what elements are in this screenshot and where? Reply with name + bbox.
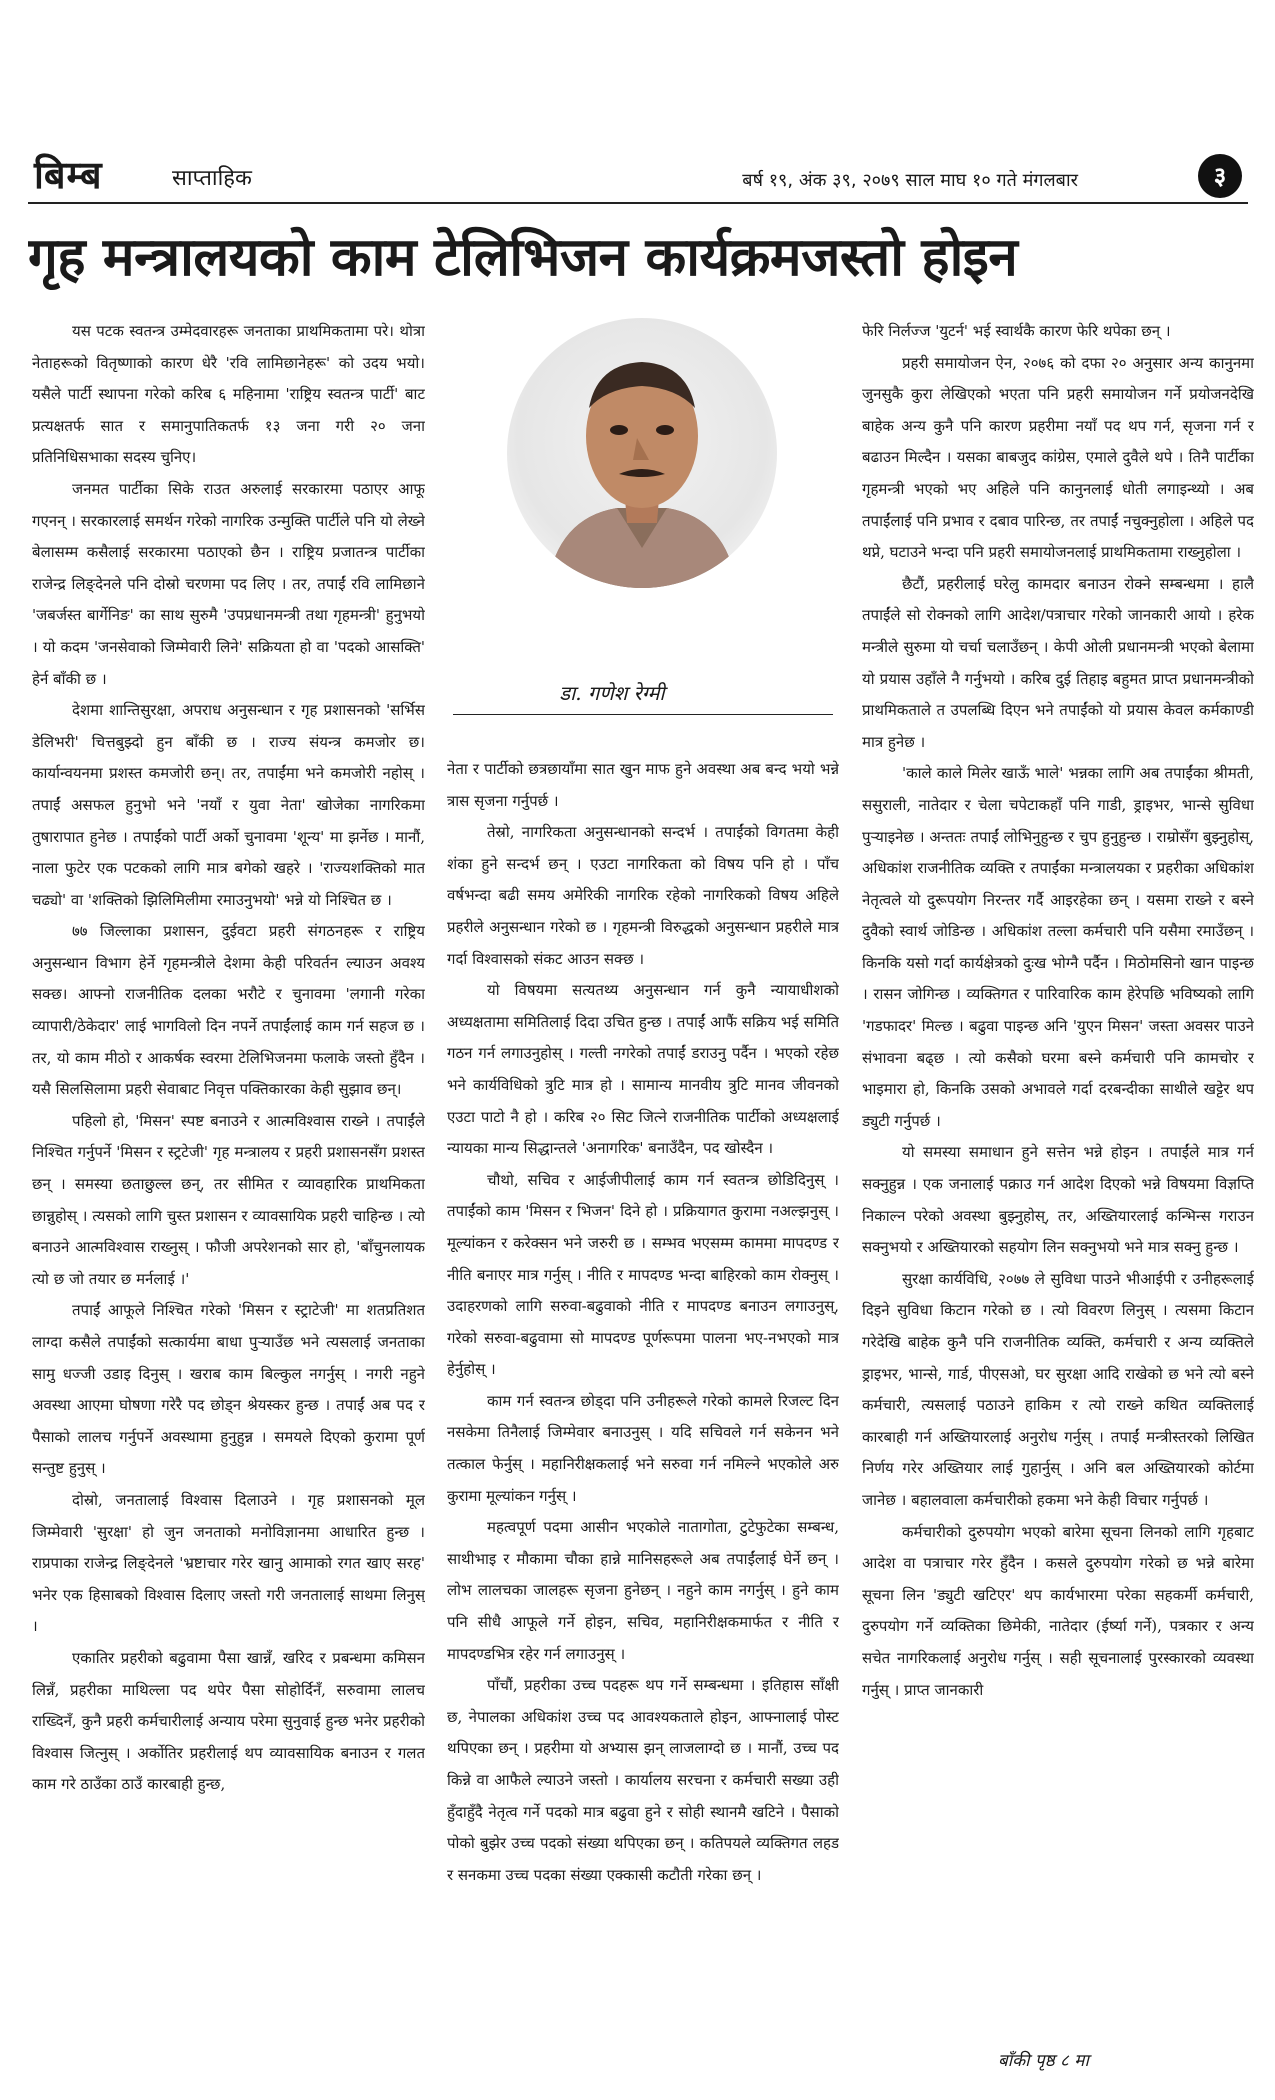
paragraph: एकातिर प्रहरीको बढुवामा पैसा खान्नँ, खरिद र प्रबन्धमा कमिसन लिन्नँ, प्रहरीका माथिल्ला पद थपेर पैसा सोहोर्दिनँ, सरुवामा लालच राख्दिनँ, कुनै प्रहरी कर्मचारीलाई अन्याय परेमा सुनुवाई हुन्छ भनेर प्रहरीको विश्वास जित्नुस् । अर्कोतिर प्रहरीलाई थप व्यावसायिक बनाउन र गलत काम गरे ठाउँका ठाउँ कारबाही हुन्छ, bbox=[32, 1648, 425, 1794]
paragraph: ७७ जिल्लाका प्रशासन, दुईवटा प्रहरी संगठनहरू र राष्ट्रिय अनुसन्धान विभाग हेर्ने गृहमन्त्रीले देशमा केही परिवर्तन ल्याउन अवश्य सक्छ। आफ्नो राजनीतिक दलका भरौटे र चुनावमा 'लगानी गरेका व्यापारी/ठेकेदार' लाई भागविलो दिन नपर्ने तपाईंलाई काम गर्न सहज छ । तर, यो काम मीठो र आकर्षक स्वरमा टेलिभिजनमा फलाके जस्तो हुँदैन । यसै सिलसिलामा प्रहरी सेवाबाट निवृत्त पक्तिकारका केही सुझाव छन्। bbox=[32, 922, 425, 1099]
paragraph: फेरि निर्लज्ज 'युटर्न' भई स्वार्थकै कारण फेरि थपेका छन् । bbox=[862, 322, 1171, 340]
paragraph: नेता र पार्टीको छत्रछायाँमा सात खुन माफ हुने अवस्था अब बन्द भयो भन्ने त्रास सृजना गर्नुपर्छ । bbox=[447, 760, 839, 810]
issue-info: बर्ष १९, अंक ३९, २०७९ साल माघ १० गते मंगलबार bbox=[742, 170, 1078, 191]
paragraph: सुरक्षा कार्यविधि, २०७७ ले सुविधा पाउने भीआईपी र उनीहरूलाई दिइने सुविधा किटान गरेको छ । त्यो विवरण लिनुस् । त्यसमा किटान गरेदेखि बाहेक कुनै पनि राजनीतिक व्यक्ति, कर्मचारी र अन्य व्यक्तिले ड्राइभर, भान्से, गार्ड, पीएसओ, घर सुरक्षा आदि राखेको छ भने त्यो बस्ने कर्मचारी, त्यसलाई पठाउने हाकिम र त्यो राख्ने कथित व्यक्तिलाई कारबाही गर्न अख्तियारलाई अनुरोध गर्नुस् । तपाईं मन्त्रीस्तरको लिखित निर्णय गरेर अख्तियार लाई गुहार्नुस् । अनि बल अख्तियारको कोर्टमा जानेछ । बहालवाला कर्मचारीको हकमा भने केही विचार गर्नुपर्छ । bbox=[862, 1269, 1254, 1509]
paragraph: पाँचौं, प्रहरीका उच्च पदहरू थप गर्ने सम्बन्धमा । इतिहास साँक्षी छ, नेपालका अधिकांश उच्च पद आवश्यकताले होइन, आफ्नालाई पोस्ट थपिएका छन् । प्रहरीमा यो अभ्यास झन् लाजलाग्दो छ । मानौं, उच्च पद किन्ने वा आफैले ल्याउने जस्तो । कार्यालय सरचना र कर्मचारी सख्या उही हुँदाहुँदै नेतृत्व गर्ने पदको मात्र बढुवा हुने र सोही स्थानमै खटिने । पैसाको पोको बुझेर उच्च पदको संख्या थपिएका छन् । कतिपयले व्यक्तिगत लहड र सनकमा उच्च पदका संख्या एक्कासी कटौती गरेका छन् । bbox=[447, 1676, 839, 1884]
column-2-body bbox=[447, 754, 839, 2051]
paragraph: महत्वपूर्ण पदमा आसीन भएकोले नातागोता, टुटेफुटेका सम्बन्ध, साथीभाइ र मौकामा चौका हान्ने मानिसहरूले अब तपाईंलाई घेर्ने छन् । लोभ लालचका जालहरू सृजना हुनेछन् । नहुने काम नगर्नुस् । हुने काम पनि सीधै आफूले गर्ने होइन, सचिव, महानिरीक्षकमार्फत र नीति र मापदण्डभित्र रहेर गर्न लगाउनुस् । bbox=[447, 1518, 839, 1663]
paragraph: 'काले काले मिलेर खाऊँ भाले' भन्नका लागि अब तपाईंका श्रीमती, ससुराली, नातेदार र चेला चपेटाकहाँ पनि गाडी, ड्राइभर, भान्से सुविधा पुऱ्याइनेछ । अन्ततः तपाईं लोभिनुहुन्छ र चुप हुनुहुन्छ । राम्रोसँग बुझ्नुहोस्, अधिकांश राजनीतिक व्यक्ति र तपाईंका मन्त्रालयका र प्रहरीका अधिकांश नेतृत्वले यो दुरूपयोग निरन्तर गर्दै आइरहेका छन् । यसमा राख्ने र बस्ने दुवैको स्वार्थ जोडिन्छ । अधिकांश तल्ला कर्मचारी पनि यसैमा रमाउँछन् । किनकि यसो गर्दा कार्यक्षेत्रको दुःख भोग्नै पर्दैन । मिठोमसिनो खान पाइन्छ । रासन जोगिन्छ । व्यक्तिगत र पारिवारिक काम हेरेपछि भविष्यको लागि 'गडफादर' मिल्छ । बढुवा पाइन्छ अनि 'युएन मिसन' जस्ता अवसर पाउने संभावना बढ्छ । त्यो कसैको घरमा बस्ने कर्मचारी पनि कामचोर र भाइमारा हो, किनकि उसको अभावले गर्दा दरबन्दीका साथीले खट्टेर थप ड्युटी गर्नुपर्छ । bbox=[862, 764, 1254, 1130]
paragraph: यो विषयमा सत्यतथ्य अनुसन्धान गर्न कुनै न्यायाधीशको अध्यक्षतामा समितिलाई दिदा उचित हुन्छ । तपाईं आफैं सक्रिय भई समिति गठन गर्न लगाउनुहोस् । गल्ती नगरेको तपाईं डराउनु पर्दैन । भएको रहेछ भने कार्यविधिको त्रुटि मात्र हो । सामान्य मानवीय त्रुटि मानव जीवनको एउटा पाटो नै हो । करिब २० सिट जित्ने राजनीतिक पार्टीको अध्यक्षलाई न्यायका मान्य सिद्धान्तले 'अनागरिक' बनाउँदैन, पद खोस्दैन । bbox=[447, 981, 839, 1158]
paragraph: छैटौं, प्रहरीलाई घरेलु कामदार बनाउन रोक्ने सम्बन्धमा । हालै तपाईंले सो रोक्नको लागि आदेश/पत्राचार गरेको जानकारी आयो । हरेक मन्त्रीले सुरुमा यो चर्चा चलाउँछन् । केपी ओली प्रधानमन्त्री भएको बेलामा यो प्रयास उहाँले नै गर्नुभयो । करिब दुई तिहाइ बहुमत प्राप्त प्रधानमन्त्रीको प्राथमिकताले त उपलब्धि दिएन भने तपाईंको यो प्रयास केवल कर्मकाण्डी मात्र हुनेछ । bbox=[862, 574, 1254, 751]
continued-on-page-note: बाँकी पृष्ठ ८ मा bbox=[998, 2051, 1089, 2071]
paragraph: काम गर्न स्वतन्त्र छोड्दा पनि उनीहरूले गरेको कामले रिजल्ट दिन नसकेमा तिनैलाई जिम्मेवार बनाउनुस् । यदि सचिवले गर्न सकेनन भने तत्काल फेर्नुस् । महानिरीक्षकलाई भने सरुवा गर्न नमिल्ने भएकोले अरु कुरामा मूल्यांकन गर्नुस् । bbox=[447, 1391, 839, 1505]
article-column-3 bbox=[862, 316, 1254, 2051]
photo-caption: डा. गणेश रेग्मी bbox=[559, 681, 665, 705]
paragraph: देशमा शान्तिसुरक्षा, अपराध अनुसन्धान र गृह प्रशासनको 'सर्भिस डेलिभरी' चित्तबुझ्दो हुन बाँकी छ । राज्य संयन्त्र कमजोर छ। कार्यान्वयनमा प्रशस्त कमजोरी छन्। तर, तपाईंमा भने कमजोरी नहोस् । तपाईं असफल हुनुभो भने 'नयाँ र युवा नेता' खोजेका नागरिकमा तुषारापात हुनेछ । तपाईंको पार्टी अर्को चुनावमा 'शून्य' मा झर्नेछ । मानौं, नाला फुटेर एक पटकको लागि मात्र बगेको खहरे । 'राज्यशक्तिको मात चढ्यो' वा 'शक्तिको झिलिमिलीमा रमाउनुभयो' भन्ने यो निश्चित छ । bbox=[32, 701, 425, 909]
caption-divider bbox=[453, 714, 833, 715]
paragraph: प्रहरी समायोजन ऐन, २०७६ को दफा २० अनुसार अन्य कानुनमा जुनसुकै कुरा लेखिएको भएता पनि प्रहरी समायोजन गर्ने प्रयोजनदेखि बाहेक अन्य कुनै पनि कारण प्रहरीमा नयाँ पद थप गर्न, सृजना गर्न र बढाउन मिल्दैन । यसका बाबजुद कांग्रेस, एमाले दुवैले थपे । तिनै पार्टीका गृहमन्त्री भएको भए अहिले पनि कानुनलाई धोती लगाइन्थ्यो । अब तपाईंलाई पनि प्रभाव र दबाव पारिन्छ, तर तपाईं नचुक्नुहोला । अहिले पद थप्ने, घटाउने भन्दा पनि प्रहरी समायोजनलाई प्राथमिकतामा राख्नुहोला । bbox=[862, 353, 1254, 562]
paragraph: तपाईं आफूले निश्चित गरेको 'मिसन र स्ट्राटेजी' मा शतप्रतिशत लाग्दा कसैले तपाईंको सत्कार्यमा बाधा पुऱ्याउँछ भने त्यसलाई जनताका सामु धज्जी उडाइ दिनुस् । खराब काम बिल्कुल नगर्नुस् । नगरी नहुने अवस्था आएमा घोषणा गरेरै पद छोड्न श्रेयस्कर हुन्छ । तपाईं अब पद र पैसाको लालच गर्नुपर्ने अवस्थामा हुनुहुन्न । समयले दिएको कुरामा पूर्ण सन्तुष्ट हुनुस् । bbox=[32, 1301, 425, 1478]
paragraph: चौथो, सचिव र आईजीपीलाई काम गर्न स्वतन्त्र छोडिदिनुस् । तपाईंको काम 'मिसन र भिजन' दिने हो । प्रक्रियागत कुरामा नअल्झनुस् । मूल्यांकन र करेक्सन भने जरुरी छ । सम्भव भएसम्म काममा मापदण्ड र नीति बनाएर मात्र गर्नुस् । नीति र मापदण्ड भन्दा बाहिरको काम रोक्नुस् । उदाहरणको लागि सरुवा-बढुवाको नीति र मापदण्ड बनाउन लगाउनुस्, गरेको सरुवा-बढुवामा सो मापदण्ड पूर्णरूपमा पालना भए-नभएको मात्र हेर्नुहोस् । bbox=[447, 1170, 839, 1379]
page-number-badge: ३ bbox=[1198, 154, 1242, 198]
article-headline: गृह मन्त्रालयको काम टेलिभिजन कार्यक्रमजस्तो होइन bbox=[28, 227, 1018, 288]
article-column-2 bbox=[447, 316, 839, 2051]
paragraph: कर्मचारीको दुरुपयोग भएको बारेमा सूचना लिनको लागि गृहबाट आदेश वा पत्राचार गरेर हुँदैन । कसले दुरुपयोग गरेको छ भन्ने बारेमा सूचना लिन 'ड्युटी खटिएर' थप कार्यभारमा परेका सहकर्मी कर्मचारी, दुरुपयोग गर्ने व्यक्तिका छिमेकी, नातेदार (ईर्ष्या गर्ने), पत्रकार र अन्य सचेत नागरिकलाई अनुरोध गर्नुस् । सही सूचनालाई पुरस्कारको व्यवस्था गर्नुस् । प्राप्त जानकारी bbox=[862, 1522, 1254, 1699]
author-portrait-image bbox=[507, 318, 777, 588]
paragraph: तेस्रो, नागरिकता अनुसन्धानको सन्दर्भ । तपाईंको विगतमा केही शंका हुने सन्दर्भ छन् । एउटा नागरिकता को विषय पनि हो । पाँच वर्षभन्दा बढी समय अमेरिकी नागरिक रहेको नागरिकको विषय अहिले प्रहरीले अनुसन्धान गरेको छ । गृहमन्त्री विरुद्धको अनुसन्धान प्रहरीले मात्र गर्दा विश्वासको संकट आउन सक्छ । bbox=[447, 823, 839, 968]
paragraph: दोस्रो, जनतालाई विश्वास दिलाउने । गृह प्रशासनको मूल जिम्मेवारी 'सुरक्षा' हो जुन जनताको मनोविज्ञानमा आधारित हुन्छ । राप्रपाका राजेन्द्र लिङ्देनले 'भ्रष्टाचार गरेर खानु आमाको रगत खाए सरह' भनेर एक हिसाबको विश्वास दिलाए जस्तो गरी जनतालाई साथमा लिनुस् । bbox=[32, 1490, 425, 1636]
paragraph: यो समस्या समाधान हुने सत्तेन भन्ने होइन । तपाईंले मात्र गर्न सक्नुहुन्न । एक जनालाई पक्राउ गर्न आदेश दिएको भन्ने विषयमा विज्ञप्ति निकाल्न परेको अवस्था बुझ्नुहोस्, तर, अख्तियारलाई कन्भिन्स गराउन सक्नुभयो र अख्तियारको सहयोग लिन सक्नुभयो भने मात्र सक्नु हुन्छ । bbox=[862, 1143, 1254, 1257]
brand-subtitle: साप्ताहिक bbox=[172, 166, 252, 191]
paragraph: यस पटक स्वतन्त्र उम्मेदवारहरू जनताका प्राथमिकतामा परे। थोत्रा नेताहरूको वितृष्णाको कारण धेरै 'रवि लामिछानेहरू' को उदय भयो। यसैले पार्टी स्थापना गरेको करिब ६ महिनामा 'राष्ट्रिय स्वतन्त्र पार्टी' बाट प्रत्यक्षतर्फ सात र समानुपातिकतर्फ १३ जना गरी २० जना प्रतिनिधिसभाका सदस्य चुनिए। bbox=[32, 322, 425, 467]
paragraph: पहिलो हो, 'मिसन' स्पष्ट बनाउने र आत्मविश्वास राख्ने । तपाईंले निश्चित गर्नुपर्ने 'मिसन र स्ट्रटेजी' गृह मन्त्रालय र प्रहरी प्रशासनसँग प्रशस्त छन् । समस्या छताछुल्ल छन्, तर सीमित र व्यावहारिक प्राथमिकता छान्नुहोस् । त्यसको लागि चुस्त प्रशासन र व्यावसायिक प्रहरी चाहिन्छ । त्यो बनाउने आत्मविश्वास राख्नुस् । फौजी अपरेशनको सार हो, 'बाँचुनलायक त्यो छ जो तयार छ मर्नलाई ।' bbox=[32, 1111, 425, 1288]
paragraph: जनमत पार्टीका सिके राउत अरुलाई सरकारमा पठाएर आफू गएनन् । सरकारलाई समर्थन गरेको नागरिक उन्मुक्ति पार्टीले पनि यो लेख्ने बेलासम्म कसैलाई सरकारमा पठाएको छैन । राष्ट्रिय प्रजातन्त्र पार्टीका राजेन्द्र लिङ्देनले पनि दोस्रो चरणमा पद लिए । तर, तपाईं रवि लामिछाने 'जबर्जस्त बार्गेनिङ' का साथ सुरुमै 'उपप्रधानमन्त्री तथा गृहमन्त्री' हुनुभयो । यो कदम 'जनसेवाको जिम्मेवारी लिने' सक्रियता हो वा 'पदको आसक्ति' हेर्न बाँकी छ । bbox=[32, 479, 425, 688]
author-photo bbox=[507, 318, 777, 658]
masthead bbox=[28, 150, 1248, 204]
article-column-1 bbox=[32, 316, 425, 2051]
brand-logo: बिम्ब bbox=[34, 153, 103, 197]
